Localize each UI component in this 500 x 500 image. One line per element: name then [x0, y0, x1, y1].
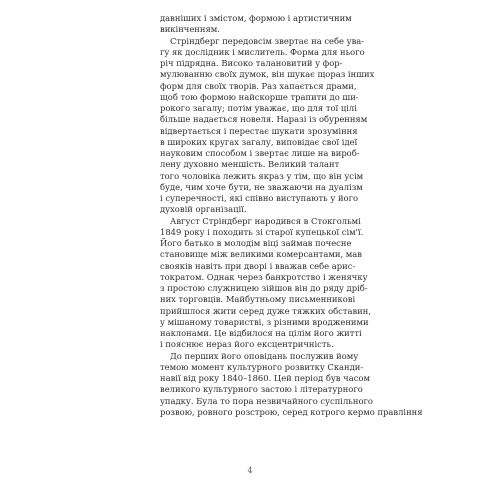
- text-line: тократом. Однак через банкротство і женячку: [160, 271, 368, 282]
- text-line: більше надається новеля. Наразі із обуренням: [160, 114, 368, 125]
- text-line: великого культурного застою і літературного: [160, 384, 363, 395]
- text-line: і суперечності, які співно виступають у його: [160, 193, 359, 203]
- text-line: прийшлося жити серед дуже тяжких обставин,: [160, 305, 372, 316]
- text-line: них торговців. Майбутньому письменникові: [160, 294, 356, 305]
- page-number: 4: [247, 466, 253, 475]
- text-line: того чоловіка лежить якраз у тім, що він усім: [160, 170, 364, 181]
- text-line: буде, чим хоче бути, не зважаючи на дуалізм: [160, 181, 363, 192]
- text-line: свояків навіть при дворі і вважав себе арис-: [160, 260, 356, 271]
- text-line: мулюванню своїх думок, він шукає щораз інших: [160, 69, 375, 80]
- text-line: становище між великими комерсантами, мав: [160, 249, 362, 260]
- text-line: і пояснює нераз його ексцентричність.: [160, 339, 334, 350]
- text-line: форм для своїх творів. Раз хапається драми,: [160, 80, 357, 91]
- text-line: 1849 року і походить зі старої купецької сім'ї.: [160, 226, 364, 237]
- text-line: упадку. Була то пора незвичайного суспільного: [160, 395, 373, 406]
- body-text: [160, 13, 423, 418]
- text-line: навії від року 1840–1860. Цей період був часом: [160, 373, 370, 383]
- text-line: Його батько в молодім віці займав почесне: [160, 238, 352, 248]
- text-line: з простою служницею зійшов він до ряду дріб-: [160, 283, 368, 293]
- text-line: Август Стріндберг народився в Стокгольмі: [170, 215, 361, 226]
- text-line: відвертається і перестає шукати зрозуміння: [160, 125, 358, 136]
- text-line: щоб тою формою найскорше трапити до ши-: [160, 91, 359, 102]
- text-line: у мішаному товаристві, з різними вродженими: [160, 316, 369, 327]
- text-line: духовій організації.: [160, 204, 247, 215]
- text-line: Стріндберг передовсім звертає на себе ува-: [170, 35, 365, 46]
- text-line: рокого загалу; потім уважає, що для тої цілі: [160, 103, 357, 113]
- text-line: До перших його оповідань послужив йому: [170, 350, 359, 361]
- text-line: викінченням.: [160, 24, 220, 35]
- text-line: давніших і змістом, формою і артистичним: [160, 13, 352, 23]
- text-line: розвою, ровного розстрою, серед котрого кермо правління: [160, 406, 423, 417]
- text-line: науковим способом і звертає лише на вироб-: [160, 148, 360, 158]
- text-line: річ підрядна. Високо талановитий у фор-: [160, 58, 343, 68]
- text-line: лену духовно меншість. Великий талант: [160, 159, 340, 170]
- text-line: наклонами. Це відбилося на цілім його житті: [160, 328, 362, 338]
- text-line: в широких кругах загалу, виповідає свої ідеї: [160, 136, 358, 147]
- text-line: гу як дослідник і мислитель. Форма для нього: [160, 46, 365, 57]
- text-line: темою момент культурного розвитку Сканди-: [160, 361, 364, 372]
